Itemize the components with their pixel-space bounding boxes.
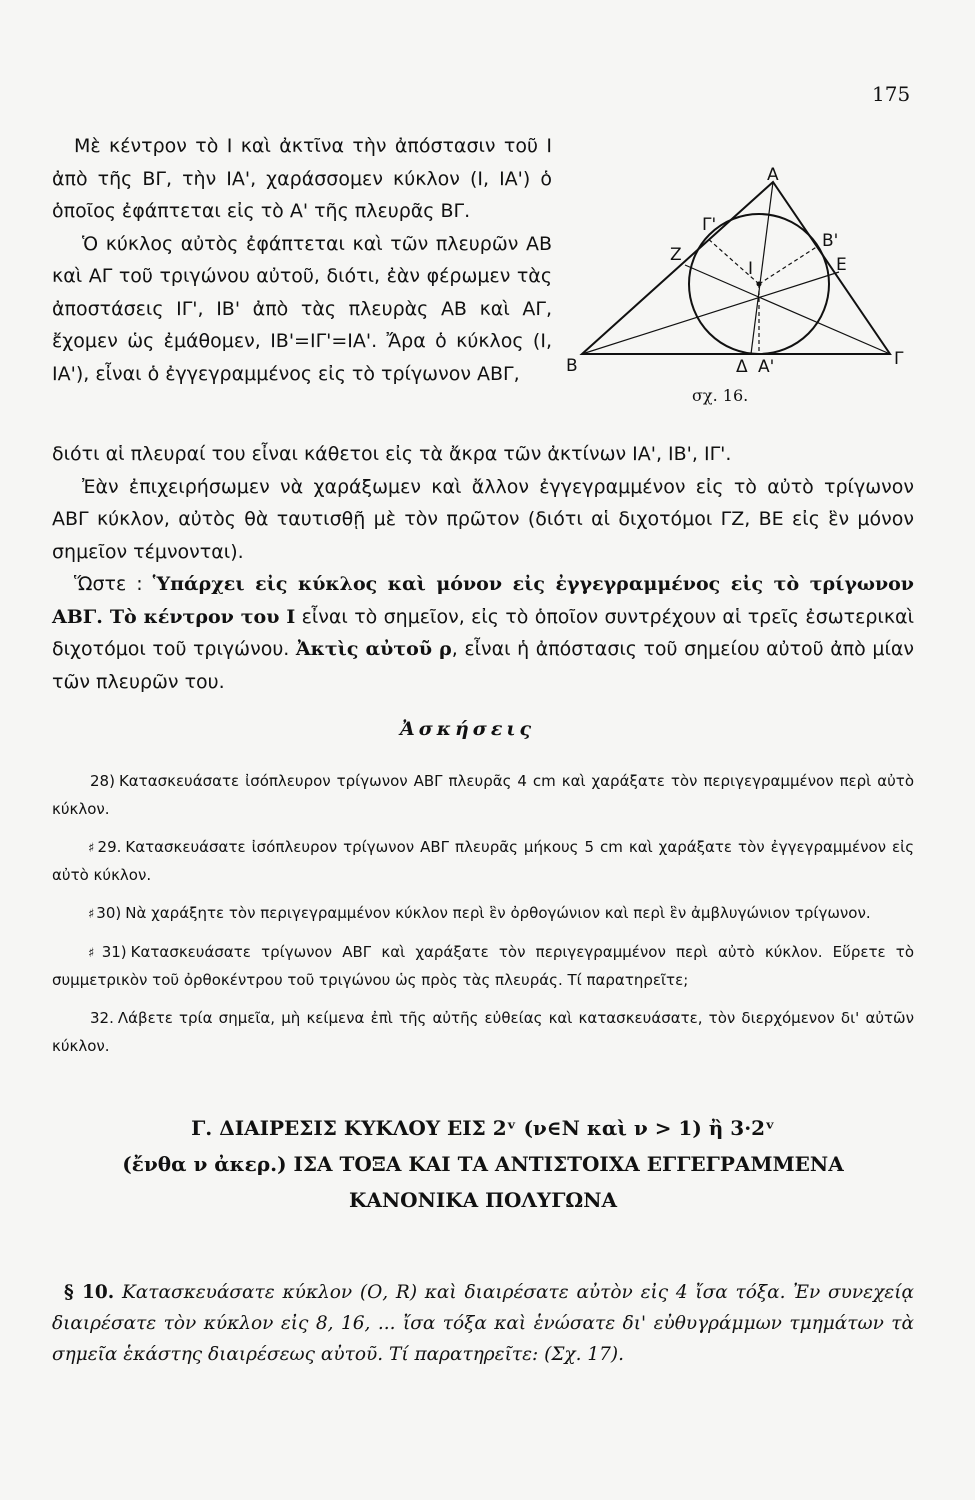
bisector-ad (751, 182, 773, 354)
exercise-number: 31) (101, 943, 127, 961)
label-i: Ι (748, 259, 754, 279)
section-heading-line-2: (ἔνθα ν ἀκερ.) ΙΣΑ ΤΟΞΑ ΚΑΙ ΤΑ ΑΝΤΙΣΤΟΙΧΑ ΕΓΓΕΓΡΑΜΜΕΝΑ (122, 1152, 844, 1176)
exercise-number: 30) (96, 904, 122, 922)
page-number: 175 (872, 82, 911, 106)
conclusion-text-1: εἶναι τὸ σημεῖον, εἰς τὸ ὁποῖον συντρέχουν αἱ τρεῖς ἐσωτερικαὶ διχοτόμοι τοῦ τριγώνου. (52, 605, 914, 660)
exercise-text: Λάβετε τρία σημεῖα, μὴ κείμενα ἐπὶ τῆς αὐτῆς εὐθείας καὶ κατασκευάσατε, τὸν διερχόμενον δι' αὐτῶν κύκλον. (52, 1009, 914, 1055)
exercise-text: Νὰ χαράξητε τὸν περιγεγραμμένον κύκλον περὶ ἓν ὀρθογώνιον καὶ περὶ ἓν ἀμβλυγώνιον τρίγωνον. (125, 904, 871, 922)
paragraph-10 (52, 1277, 914, 1370)
label-z: Ζ (670, 245, 682, 265)
body-text (52, 438, 914, 698)
radius-ib-prime (759, 246, 818, 284)
exercise-mark: ♯ (88, 841, 96, 856)
exercise-number: 32. (90, 1009, 114, 1027)
label-d: Δ (736, 357, 748, 377)
conclusion-bold-2: Ἀκτὶς αὐτοῦ ρ (295, 638, 452, 660)
exercise-item (52, 900, 914, 928)
figure-caption: σχ. 16. (692, 386, 749, 405)
incircle-triangle-diagram (560, 158, 905, 408)
exercise-list (52, 768, 914, 1071)
exercise-mark: ♯ (88, 946, 100, 961)
exercise-item (52, 939, 914, 994)
exercise-number: 29. (97, 838, 122, 856)
intro-text (52, 130, 552, 390)
paragraph-10-text: Κατασκευάσατε κύκλον (Ο, R) καὶ διαιρέσατε αὐτὸν εἰς 4 ἴσα τόξα. Ἐν συνεχείᾳ διαιρέσατε τὸν κύκλον εἰς 8, 16, ... ἴσα τόξα καὶ ἑνώσατε δι' εὐθυγράμμων τμημάτων τὰ σημεῖα ἑκάστης διαιρέσεως αὐτοῦ. Τί παρατηρεῖτε: (Σχ. 17). (52, 1281, 914, 1365)
exercise-text: Κατασκευάσατε ἰσόπλευρον τρίγωνον ΑΒΓ πλευρᾶς 4 cm καὶ χαράξατε τὸν περιγεγραμμένον περὶ αὐτὸ κύκλον. (52, 772, 914, 818)
figure-16 (560, 158, 905, 408)
label-b-prime: Β' (822, 231, 839, 251)
exercise-item (52, 1005, 914, 1060)
section-heading (52, 1110, 914, 1218)
exercise-text: Κατασκευάσατε τρίγωνον ΑΒΓ καὶ χαράξατε τὸν περιγεγραμμένον περὶ αὐτὸ κύκλον. Εὕρετε τὸ συμμετρικὸν τοῦ ὀρθοκέντρου τοῦ τριγώνου ὡς πρὸς τὰς πλευράς. Τί παρατηρεῖτε; (52, 943, 914, 989)
label-b: Β (566, 356, 578, 376)
exercise-item (52, 834, 914, 889)
exercise-number: 28) (90, 772, 115, 790)
exercises-title: Ἀσκήσεις (400, 718, 536, 740)
section-heading-line-3: ΚΑΝΟΝΙΚΑ ΠΟΛΥΓΩΝΑ (348, 1188, 617, 1212)
center-point-i (757, 282, 762, 287)
body-paragraph-2: Ἐὰν ἐπιχειρήσωμεν νὰ χαράξωμεν καὶ ἄλλον ἐγγεγραμμένον εἰς τὸ αὐτὸ τρίγωνον ΑΒΓ κύκλον, αὐτὸς θὰ ταυτισθῇ μὲ τὸν πρῶτον (διότι αἱ διχοτόμοι ΓΖ, ΒΕ εἰς ἓν μόνον σημεῖον τέμνονται). (52, 475, 914, 563)
conclusion-paragraph (52, 568, 914, 698)
label-e: Ε (836, 255, 847, 275)
section-heading-line-1: Γ. ΔΙΑΙΡΕΣΙΣ ΚΥΚΛΟΥ ΕΙΣ 2ᵛ (ν∈Ν καὶ ν > 1) ἢ 3·2ᵛ (191, 1116, 775, 1140)
exercise-mark: ♯ (88, 907, 95, 922)
intro-paragraph-1: Μὲ κέντρον τὸ Ι καὶ ἀκτῖνα τὴν ἀπόστασιν τοῦ Ι ἀπὸ τῆς ΒΓ, τὴν ΙΑ', χαράσσομεν κύκλον (Ι, ΙΑ') ὁ ὁποῖος ἐφάπτεται εἰς τὸ Α' τῆς πλευρᾶς ΒΓ. (52, 135, 552, 222)
exercise-text: Κατασκευάσατε ἰσόπλευρον τρίγωνον ΑΒΓ πλευρᾶς μήκους 5 cm καὶ χαράξατε τὸν ἐγγεγραμμένον εἰς αὐτὸ κύκλον. (52, 838, 914, 884)
label-g: Γ (894, 349, 904, 369)
intro-paragraph-2: Ὁ κύκλος αὐτὸς ἐφάπτεται καὶ τῶν πλευρῶν ΑΒ καὶ ΑΓ τοῦ τριγώνου αὐτοῦ, διότι, ἐὰν φέρωμεν τὰς ἀποστάσεις ΙΓ', ΙΒ' ἀπὸ τὰς πλευρὰς ΑΒ καὶ ΑΓ, ἔχομεν ὡς ἐμάθομεν, ΙΒ'=ΙΓ'=ΙΑ'. Ἄρα ὁ κύκλος (Ι, ΙΑ'), εἶναι ὁ ἐγγεγραμμένος εἰς τὸ τρίγωνον ΑΒΓ, (52, 232, 552, 385)
conclusion-bold-1: Ὑπάρχει εἰς κύκλος καὶ μόνον εἰς ἐγγεγραμμένος εἰς τὸ τρίγωνον ΑΒΓ. Τὸ κέντρον του Ι (52, 573, 914, 628)
label-a-prime: Α' (758, 357, 775, 377)
conclusion-lead: Ὥστε : (74, 573, 153, 595)
label-g-prime: Γ' (702, 215, 717, 235)
bisector-be (582, 272, 839, 354)
section-number: § 10. (64, 1281, 115, 1303)
exercise-item (52, 768, 914, 823)
conclusion-text-2: , εἶναι ἡ ἀπόστασις τοῦ σημείου αὐτοῦ ἀπὸ μίαν τῶν πλευρῶν του. (52, 638, 915, 693)
label-a: Α (767, 165, 779, 185)
body-paragraph-1: διότι αἱ πλευραί του εἶναι κάθετοι εἰς τὰ ἄκρα τῶν ἀκτίνων ΙΑ', ΙΒ', ΙΓ'. (52, 443, 732, 465)
